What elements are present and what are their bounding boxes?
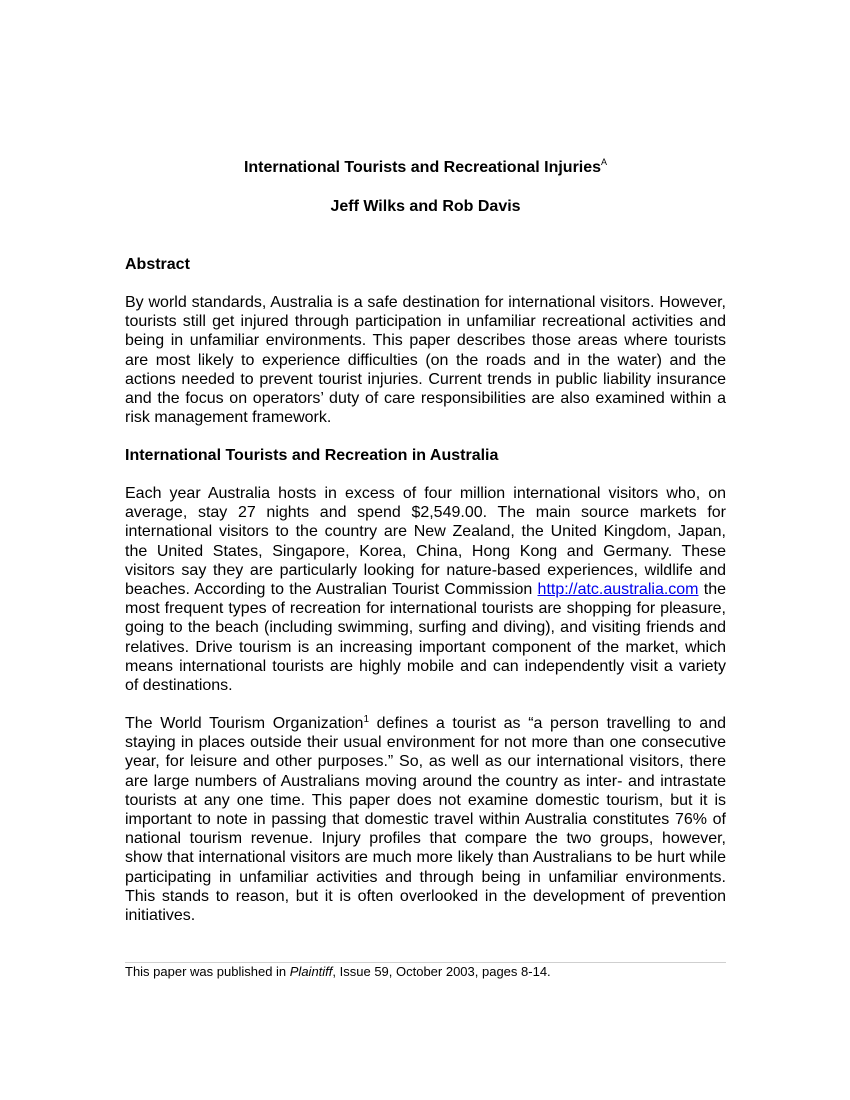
paragraph-2-text-b: defines a tourist as “a person travelling to and staying in places outside their usual environment for not more than one consecutive year, for leisure and other purposes.” So, as well as our international visitors, there are large numbers of Australians moving around the country as inter- and intrastate tourists at any one time. This paper does not examine domestic tourism, but it is important to note in passing that domestic travel within Australia constitutes 76% of national tourism revenue. Injury profiles that compare the two groups, however, show that international visitors are much more likely than Australians to be hurt while participating in unfamiliar activities and through being in unfamiliar environments. This stands to reason, but it is often overlooked in the development of prevention initiatives. [125,715,726,925]
abstract-paragraph: By world standards, Australia is a safe destination for international visitors. However, tourists still get injured through participation in unfamiliar recreational activities and being in unfamiliar environments. This paper describes those areas where tourists are most likely to experience difficulties (on the roads and in the water) and the actions needed to prevent tourist injuries. Current trends in public liability insurance and the focus on operators’ duty of care responsibilities are also examined within a risk management framework. [125,294,726,427]
paragraph-1-text-b: the most frequent types of recreation for international tourists are shopping for pleasure, going to the beach (including swimming, surfing and diving), and visiting friends and relatives. Drive tourism is an increasing important component of the market, which means international tourists are highly mobile and can independently visit a variety of destinations. [125,581,726,695]
footnote-text-a: This paper was published in [125,964,290,979]
abstract-heading: Abstract [125,256,190,273]
paper-authors: Jeff Wilks and Rob Davis [330,198,521,215]
paper-title-text: International Tourists and Recreational Injuries [243,159,602,176]
footnote-journal-name: Plaintiff [289,964,333,979]
paragraph-1-text-a: Each year Australia hosts in excess of four million international visitors who, on average, stay 27 nights and spend $2,549.00. The main source markets for international visitors to the country are New Zealand, the United Kingdom, Japan, the United States, Singapore, Korea, China, Hong Kong and Germany. These visitors say they are particularly looking for nature-based experiences, wildlife and beaches. According to the Australian Tourist Commission [125,485,726,599]
section-paragraph-2 [125,714,726,925]
paper-title [125,158,726,177]
section-paragraph-1 [125,484,726,695]
title-footnote-marker: A [601,157,608,167]
section-heading-international-tourists: International Tourists and Recreation in Australia [125,447,499,464]
reference-marker-1: 1 [363,714,369,725]
publication-footnote [125,964,726,980]
footnote-divider [125,962,726,963]
atc-australia-link[interactable]: http://atc.australia.com [537,581,699,599]
footnote-text-b: , Issue 59, October 2003, pages 8-14. [332,964,551,979]
paragraph-2-text-a: The World Tourism Organization [125,715,364,732]
